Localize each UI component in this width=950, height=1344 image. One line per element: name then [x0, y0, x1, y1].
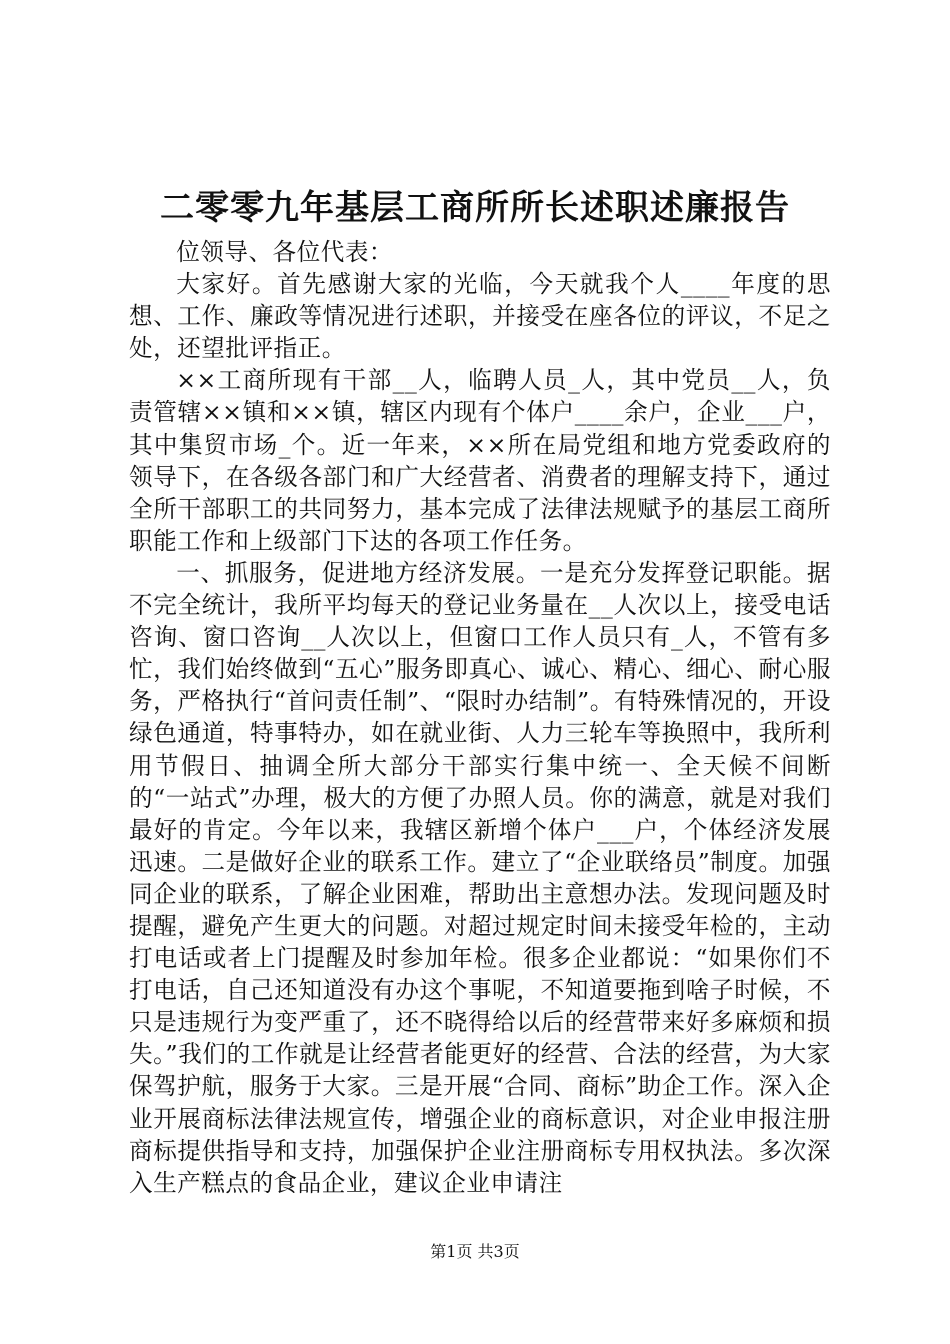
- page-number-footer: 第1页 共3页: [430, 1242, 520, 1261]
- overview-paragraph: ××工商所现有干部__人，临聘人员_人，其中党员__人，负责管辖××镇和××镇，辖区内现有个体户____余户，企业___户，其中集贸市场_个。近一年来，××所在局党组和地方党委政府的领导下，在各级各部门和广大经营者、消费者的理解支持下，通过全所干部职工的共同努力，基本完成了法律法规赋予的基层工商所职能工作和上级部门下达的各项工作任务。: [129, 366, 831, 555]
- greeting-paragraph: 大家好。首先感谢大家的光临，今天就我个人____年度的思想、工作、廉政等情况进行述职，并接受在座各位的评议，不足之处，还望批评指正。: [129, 270, 831, 363]
- document-title: 二零零九年基层工商所所长述职述廉报告: [160, 188, 790, 228]
- service-section-paragraph: 一、抓服务，促进地方经济发展。一是充分发挥登记职能。据不完全统计，我所平均每天的登记业务量在__人次以上，接受电话咨询、窗口咨询__人次以上，但窗口工作人员只有_人，不管有多忙，我们始终做到“五心”服务即真心、诚心、精心、细心、耐心服务，严格执行“首问责任制”、“限时办结制”。有特殊情况的，开设绿色通道，特事特办，如在就业街、人力三轮车等换照中，我所利用节假日、抽调全所大部分干部实行集中统一、全天候不间断的“一站式”办理，极大的方便了办照人员。你的满意，就是对我们最好的肯定。今年以来，我辖区新增个体户___户，个体经济发展迅速。二是做好企业的联系工作。建立了“企业联络员”制度。加强同企业的联系，了解企业困难，帮助出主意想办法。发现问题及时提醒，避免产生更大的问题。对超过规定时间未接受年检的，主动打电话或者上门提醒及时参加年检。很多企业都说：“如果你们不打电话，自己还知道没有办这个事呢，不知道要拖到啥子时候，不只是违规行为变严重了，还不晓得给以后的经营带来好多麻烦和损失。”我们的工作就是让经营者能更好的经营、合法的经营，为大家保驾护航，服务于大家。三是开展“合同、商标”助企工作。深入企业开展商标法律法规宣传，增强企业的商标意识，对企业申报注册商标提供指导和支持，加强保护企业注册商标专用权执法。多次深入生产糕点的食品企业，建议企业申请注: [129, 558, 831, 1197]
- salutation-paragraph: 位领导、各位代表：: [176, 238, 394, 266]
- document-body: [129, 236, 831, 1199]
